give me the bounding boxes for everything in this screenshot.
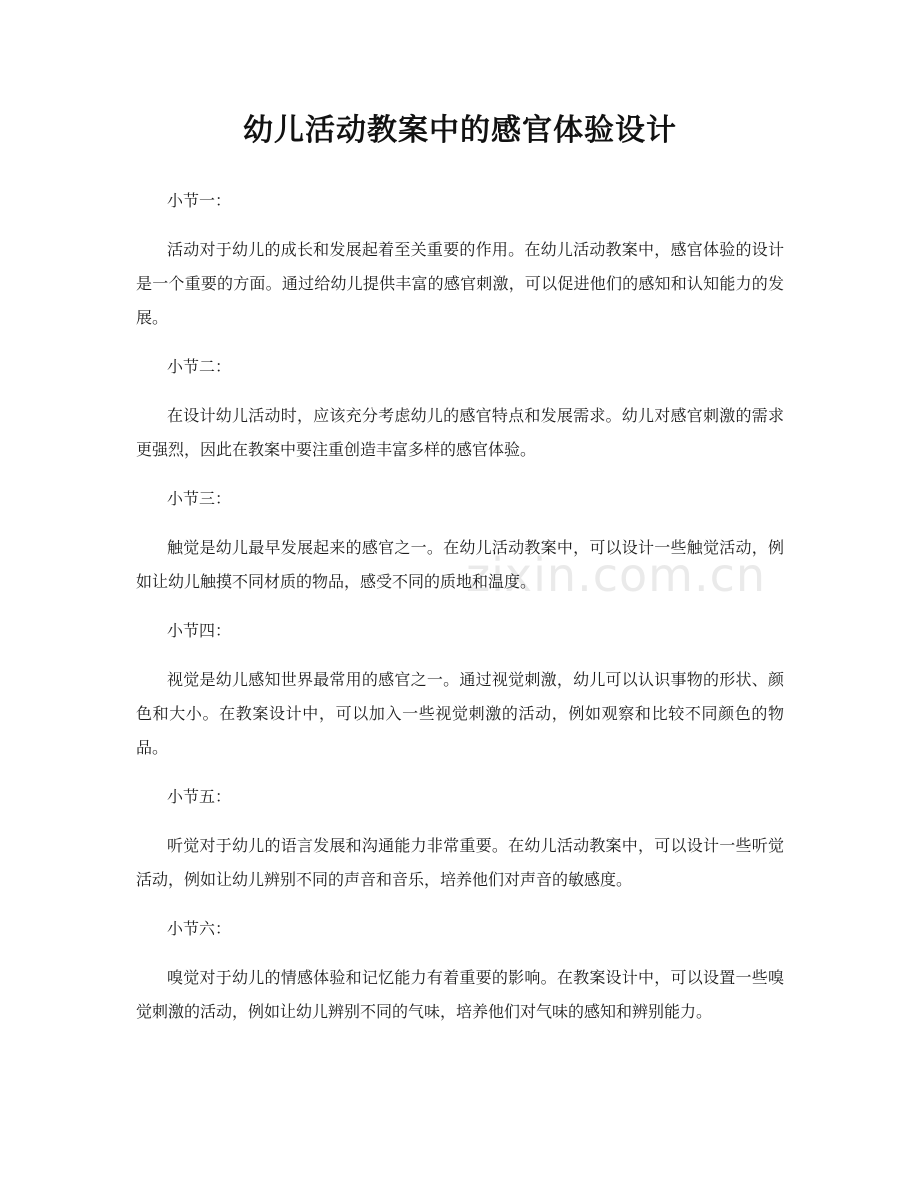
section-2 [136, 350, 784, 467]
section-heading: 小节一： [167, 191, 232, 210]
section-4 [136, 614, 784, 765]
section-heading: 小节二： [167, 357, 232, 376]
section-1 [136, 184, 784, 335]
section-heading: 小节五： [167, 787, 232, 806]
section-6 [136, 912, 784, 1029]
watermark: zixin.com.cn [466, 548, 767, 602]
section-paragraph: 触觉是幼儿最早发展起来的感官之一。在幼儿活动教案中，可以设计一些触觉活动，例如让幼儿触摸不同材质的物品，感受不同的质地和温度。 [136, 538, 784, 591]
section-paragraph: 嗅觉对于幼儿的情感体验和记忆能力有着重要的影响。在教案设计中，可以设置一些嗅觉刺激的活动，例如让幼儿辨别不同的气味，培养他们对气味的感知和辨别能力。 [136, 968, 784, 1021]
section-paragraph: 活动对于幼儿的成长和发展起着至关重要的作用。在幼儿活动教案中，感官体验的设计是一个重要的方面。通过给幼儿提供丰富的感官刺激，可以促进他们的感知和认知能力的发展。 [136, 240, 784, 327]
section-paragraph: 在设计幼儿活动时，应该充分考虑幼儿的感官特点和发展需求。幼儿对感官刺激的需求更强烈，因此在教案中要注重创造丰富多样的感官体验。 [136, 406, 784, 459]
section-paragraph: 视觉是幼儿感知世界最常用的感官之一。通过视觉刺激，幼儿可以认识事物的形状、颜色和大小。在教案设计中，可以加入一些视觉刺激的活动，例如观察和比较不同颜色的物品。 [136, 670, 784, 757]
section-heading: 小节四： [167, 621, 232, 640]
section-3 [136, 482, 784, 599]
document-title: 幼儿活动教案中的感官体验设计 [243, 113, 677, 148]
section-5 [136, 780, 784, 897]
section-heading: 小节三： [167, 489, 232, 508]
document-content [136, 184, 784, 1044]
section-paragraph: 听觉对于幼儿的语言发展和沟通能力非常重要。在幼儿活动教案中，可以设计一些听觉活动，例如让幼儿辨别不同的声音和音乐，培养他们对声音的敏感度。 [136, 836, 784, 889]
section-heading: 小节六： [167, 919, 232, 938]
